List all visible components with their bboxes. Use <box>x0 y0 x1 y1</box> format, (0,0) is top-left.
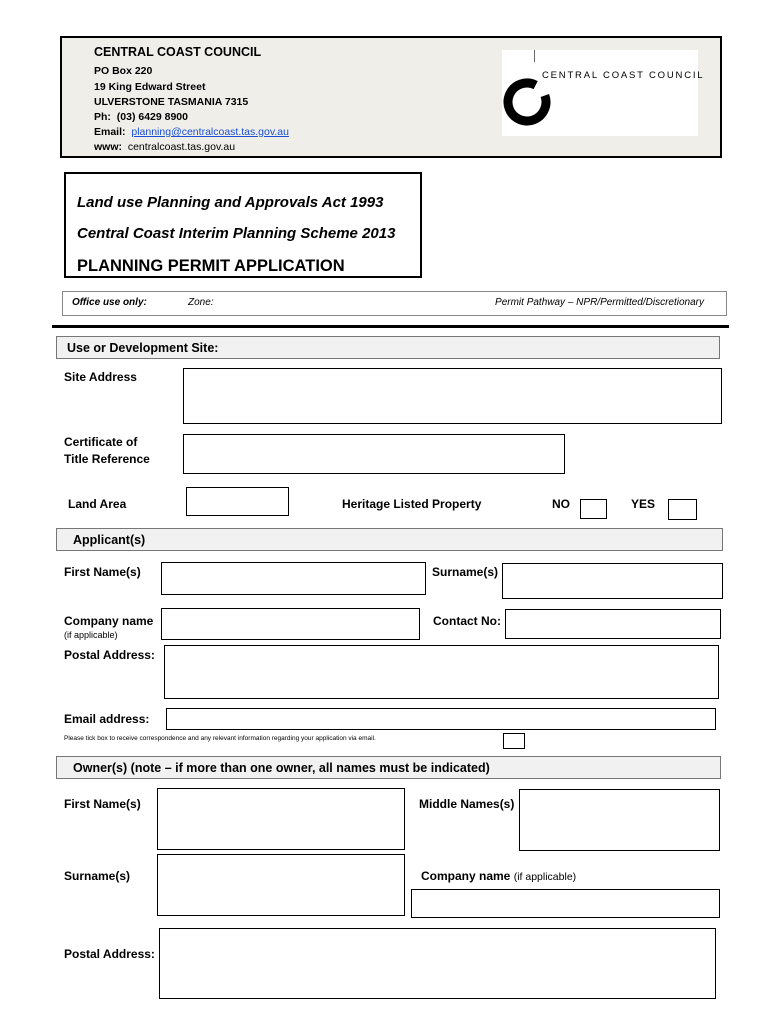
scheme-title: Central Coast Interim Planning Scheme 2013 <box>77 225 396 242</box>
site-section-title: Use or Development Site: <box>67 341 219 355</box>
title-reference-field[interactable] <box>183 434 565 474</box>
land-area-field[interactable] <box>186 487 289 516</box>
logo-text: CENTRAL COAST COUNCIL <box>542 70 705 81</box>
email-consent-checkbox[interactable] <box>503 733 525 749</box>
act-title: Land use Planning and Approvals Act 1993 <box>77 194 384 211</box>
site-address-field[interactable] <box>183 368 722 424</box>
owner-section-title <box>73 761 490 775</box>
owner-section-header <box>56 756 721 779</box>
council-po-box: PO Box 220 <box>94 65 153 77</box>
site-section-header <box>56 336 720 359</box>
applicant-contact-field[interactable] <box>505 609 721 639</box>
council-city: ULVERSTONE TASMANIA 7315 <box>94 96 249 108</box>
council-header <box>60 36 722 158</box>
owner-postal-label: Postal Address: <box>64 947 155 961</box>
heritage-yes-label: YES <box>631 497 656 511</box>
applicant-first-name-field[interactable] <box>161 562 426 595</box>
applicant-email-label: Email address: <box>64 712 150 726</box>
owner-note: (note – if more than one owner, all names must be indicated) <box>130 761 490 775</box>
phone-value: (03) 6429 8900 <box>116 111 188 123</box>
applicant-company-field[interactable] <box>161 608 420 640</box>
heritage-yes-checkbox[interactable] <box>668 499 697 520</box>
council-phone <box>94 111 188 124</box>
applicant-company-label: Company name <box>64 614 154 628</box>
owner-company-text: Company name <box>421 869 511 883</box>
land-area-label: Land Area <box>68 497 127 511</box>
owner-middle-name-field[interactable] <box>519 789 720 851</box>
heritage-no-label: NO <box>552 497 570 511</box>
logo-divider <box>534 50 535 62</box>
owner-first-name-field[interactable] <box>157 788 405 850</box>
email-label: Email: <box>94 126 126 138</box>
logo-ring-icon <box>502 76 552 128</box>
applicant-postal-label: Postal Address: <box>64 648 155 662</box>
owner-surname-label: Surname(s) <box>64 869 131 883</box>
owner-company-field[interactable] <box>411 889 720 918</box>
council-name: CENTRAL COAST COUNCIL <box>94 45 262 59</box>
owner-surname-field[interactable] <box>157 854 405 916</box>
page-title: PLANNING PERMIT APPLICATION <box>77 257 345 275</box>
council-logo <box>502 50 705 136</box>
applicant-section-title: Applicant(s) <box>73 533 146 547</box>
certificate-label-line1: Certificate of <box>64 435 138 449</box>
applicant-email-field[interactable] <box>166 708 716 730</box>
applicant-first-name-label: First Name(s) <box>64 565 141 579</box>
office-use-label: Office use only: <box>72 297 147 308</box>
council-www <box>94 141 235 154</box>
applicant-section-header <box>56 528 723 551</box>
email-link[interactable]: planning@centralcoast.tas.gov.au <box>131 126 289 138</box>
applicant-company-note: (if applicable) <box>64 630 118 640</box>
heritage-no-checkbox[interactable] <box>580 499 607 519</box>
certificate-label-line2: Title Reference <box>64 452 150 466</box>
applicant-surname-label: Surname(s) <box>432 565 499 579</box>
site-address-label: Site Address <box>64 370 137 384</box>
www-label: www: <box>94 141 122 153</box>
owner-first-name-label: First Name(s) <box>64 797 141 811</box>
email-tick-note: Please tick box to receive correspondence and any relevant information regarding your application via email. <box>64 735 376 742</box>
applicant-contact-label: Contact No: <box>433 614 501 628</box>
title-box <box>64 172 422 278</box>
council-email <box>94 126 289 139</box>
phone-label: Ph: <box>94 111 111 123</box>
heritage-label: Heritage Listed Property <box>342 497 482 511</box>
owner-company-label <box>421 869 576 885</box>
owner-postal-field[interactable] <box>159 928 716 999</box>
office-zone-label: Zone: <box>188 297 214 308</box>
permit-pathway-label: Permit Pathway – NPR/Permitted/Discretionary <box>495 297 704 308</box>
divider-rule <box>52 325 729 328</box>
owner-company-note: (if applicable) <box>513 871 577 883</box>
applicant-postal-field[interactable] <box>164 645 719 699</box>
council-street: 19 King Edward Street <box>94 81 206 93</box>
www-value: centralcoast.tas.gov.au <box>127 141 236 153</box>
applicant-surname-field[interactable] <box>502 563 723 599</box>
owner-title: Owner(s) <box>73 761 128 775</box>
office-use-strip <box>62 291 727 316</box>
owner-middle-name-label: Middle Names(s) <box>419 797 515 811</box>
